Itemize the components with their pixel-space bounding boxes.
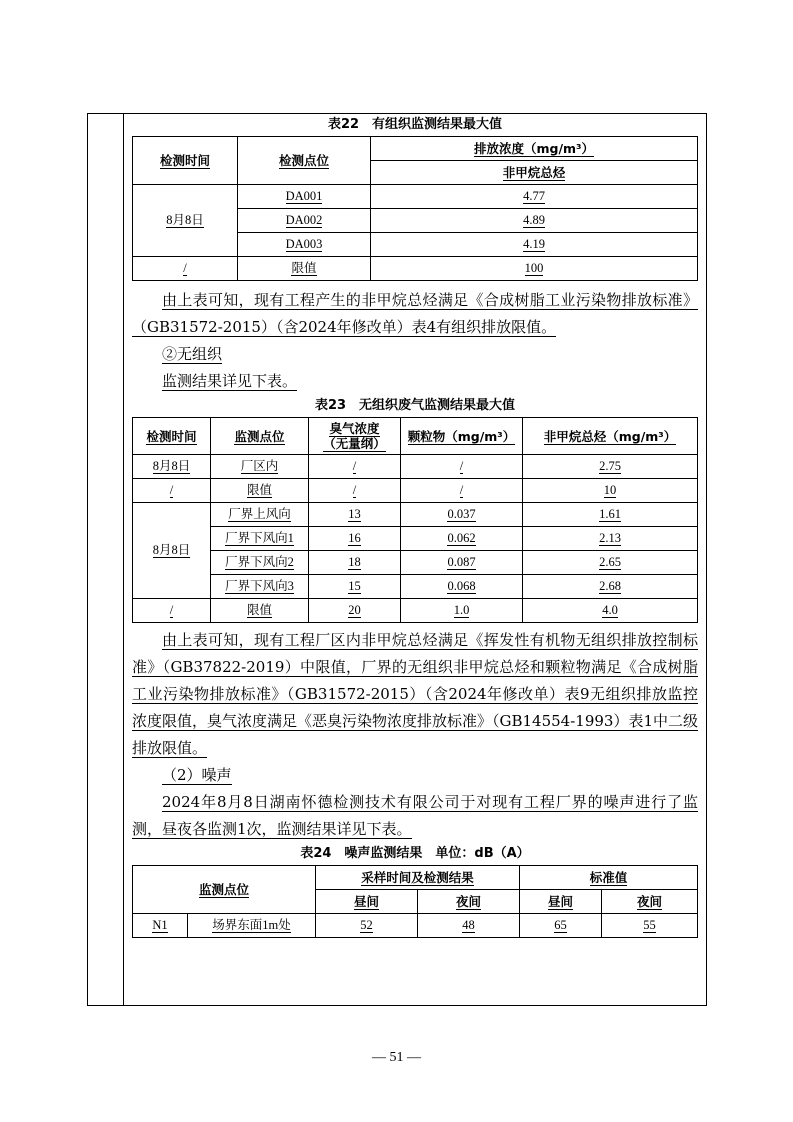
table24-header-std-day: 昼间 (520, 890, 602, 914)
table24-header-night: 夜间 (418, 890, 520, 914)
left-column (88, 114, 124, 1005)
table24-cell-point: 场界东面1m处 (188, 914, 316, 938)
table24-cell-std-day: 65 (520, 914, 602, 938)
table23-cell-nmhc: 2.68 (523, 575, 698, 599)
page-number: — 51 — (372, 1050, 421, 1065)
page-frame (87, 113, 707, 1006)
table23-cell-point: 厂界下风向2 (211, 551, 309, 575)
table24 (132, 865, 698, 938)
table-row (133, 479, 698, 503)
table23-cell-pm: 0.062 (401, 527, 523, 551)
table23-cell-nmhc: 1.61 (523, 503, 698, 527)
table24-cell-id: N1 (133, 914, 188, 938)
table23-cell-pm: / (401, 455, 523, 479)
table24-caption: 表24 噪声监测结果 单位：dB（A） (300, 846, 530, 861)
table23-cell-time: 8月8日 (133, 503, 211, 599)
table23-cell-nmhc: 2.75 (523, 455, 698, 479)
table22-header-conc: 排放浓度（mg/m³） (371, 137, 698, 161)
table23-cell-pm: 1.0 (401, 599, 523, 623)
table23-cell-point: 厂界下风向3 (211, 575, 309, 599)
table23-cell-nmhc: 4.0 (523, 599, 698, 623)
table-row (133, 257, 698, 281)
table-row (133, 551, 698, 575)
table23-cell-odor: 15 (309, 575, 401, 599)
table24-header-point: 监测点位 (133, 866, 316, 914)
table24-header-day: 昼间 (316, 890, 418, 914)
paragraph-organized-conclusion: 由上表可知，现有工程产生的非甲烷总烃满足《合成树脂工业污染物排放标准》（GB31572-2015）（含2024年修改单）表4有组织排放限值。 (132, 291, 698, 336)
table23-header-point: 监测点位 (211, 418, 309, 455)
table-row (133, 599, 698, 623)
table-row (133, 185, 698, 209)
table-row (133, 914, 698, 938)
table23-cell-odor: / (309, 479, 401, 503)
table22-cell-point: DA003 (238, 233, 371, 257)
table23-cell-odor: 13 (309, 503, 401, 527)
subheading-unorganized: ②无组织 (162, 345, 223, 363)
table22-header-point: 检测点位 (238, 137, 371, 185)
table23-header-odor: 臭气浓度 （无量纲） (309, 418, 401, 455)
table23-cell-point: 限值 (211, 599, 309, 623)
table23 (132, 417, 698, 623)
table22-cell-value: 4.89 (371, 209, 698, 233)
table23-cell-odor: 18 (309, 551, 401, 575)
table22 (132, 136, 698, 281)
table23-cell-time: / (133, 479, 211, 503)
table23-cell-time: 8月8日 (133, 455, 211, 479)
table22-cell-value: 4.19 (371, 233, 698, 257)
table-row (133, 527, 698, 551)
table24-cell-day: 52 (316, 914, 418, 938)
table22-cell-time: / (133, 257, 238, 281)
table24-header-std-night: 夜间 (602, 890, 698, 914)
table-row (133, 575, 698, 599)
subheading-noise: （2）噪声 (162, 766, 232, 784)
table22-header-time: 检测时间 (133, 137, 238, 185)
table23-cell-odor: 16 (309, 527, 401, 551)
table22-cell-point: DA002 (238, 209, 371, 233)
table22-cell-value: 4.77 (371, 185, 698, 209)
table23-cell-pm: 0.068 (401, 575, 523, 599)
table23-cell-pm: 0.037 (401, 503, 523, 527)
table23-cell-nmhc: 2.13 (523, 527, 698, 551)
table23-cell-pm: / (401, 479, 523, 503)
table23-cell-point: 厂界下风向1 (211, 527, 309, 551)
paragraph-detail: 监测结果详见下表。 (162, 372, 298, 390)
table23-header-pm: 颗粒物（mg/m³） (401, 418, 523, 455)
table-row (133, 503, 698, 527)
table23-cell-pm: 0.087 (401, 551, 523, 575)
table23-cell-odor: / (309, 455, 401, 479)
table22-cell-point: 限值 (238, 257, 371, 281)
table24-cell-std-night: 55 (602, 914, 698, 938)
table23-cell-nmhc: 10 (523, 479, 698, 503)
content-area (124, 114, 706, 1005)
table22-cell-value: 100 (371, 257, 698, 281)
table23-cell-point: 厂界上风向 (211, 503, 309, 527)
table23-header-nmhc: 非甲烷总烃（mg/m³） (523, 418, 698, 455)
paragraph-unorganized-conclusion: 由上表可知，现有工程厂区内非甲烷总烃满足《挥发性有机物无组织排放控制标准》（GB37822-2019）中限值，厂界的无组织非甲烷总烃和颗粒物满足《合成树脂工业污染物排放标准》（GB31572-2015）（含2024年修改单）表9无组织排放监控浓度限值，臭气浓度满足《恶臭污染物浓度排放标准》（GB14554-1993）表1中二级排放限值。 (132, 631, 699, 757)
table24-header-sample: 采样时间及检测结果 (316, 866, 520, 890)
table24-header-standard: 标准值 (520, 866, 698, 890)
table22-cell-point: DA001 (238, 185, 371, 209)
table22-cell-time: 8月8日 (133, 185, 238, 257)
table23-header-time: 检测时间 (133, 418, 211, 455)
table23-cell-time: / (133, 599, 211, 623)
table23-cell-nmhc: 2.65 (523, 551, 698, 575)
table23-cell-point: 厂区内 (211, 455, 309, 479)
table24-cell-night: 48 (418, 914, 520, 938)
table23-caption: 表23 无组织废气监测结果最大值 (314, 398, 516, 413)
table22-caption: 表22 有组织监测结果最大值 (327, 117, 503, 132)
table23-cell-point: 限值 (211, 479, 309, 503)
table22-header-nmhc: 非甲烷总烃 (371, 161, 698, 185)
table-row (133, 455, 698, 479)
table23-cell-odor: 20 (309, 599, 401, 623)
paragraph-noise: 2024年8月8日湖南怀德检测技术有限公司于对现有工程厂界的噪声进行了监测，昼夜各监测1次，监测结果详见下表。 (132, 793, 698, 838)
